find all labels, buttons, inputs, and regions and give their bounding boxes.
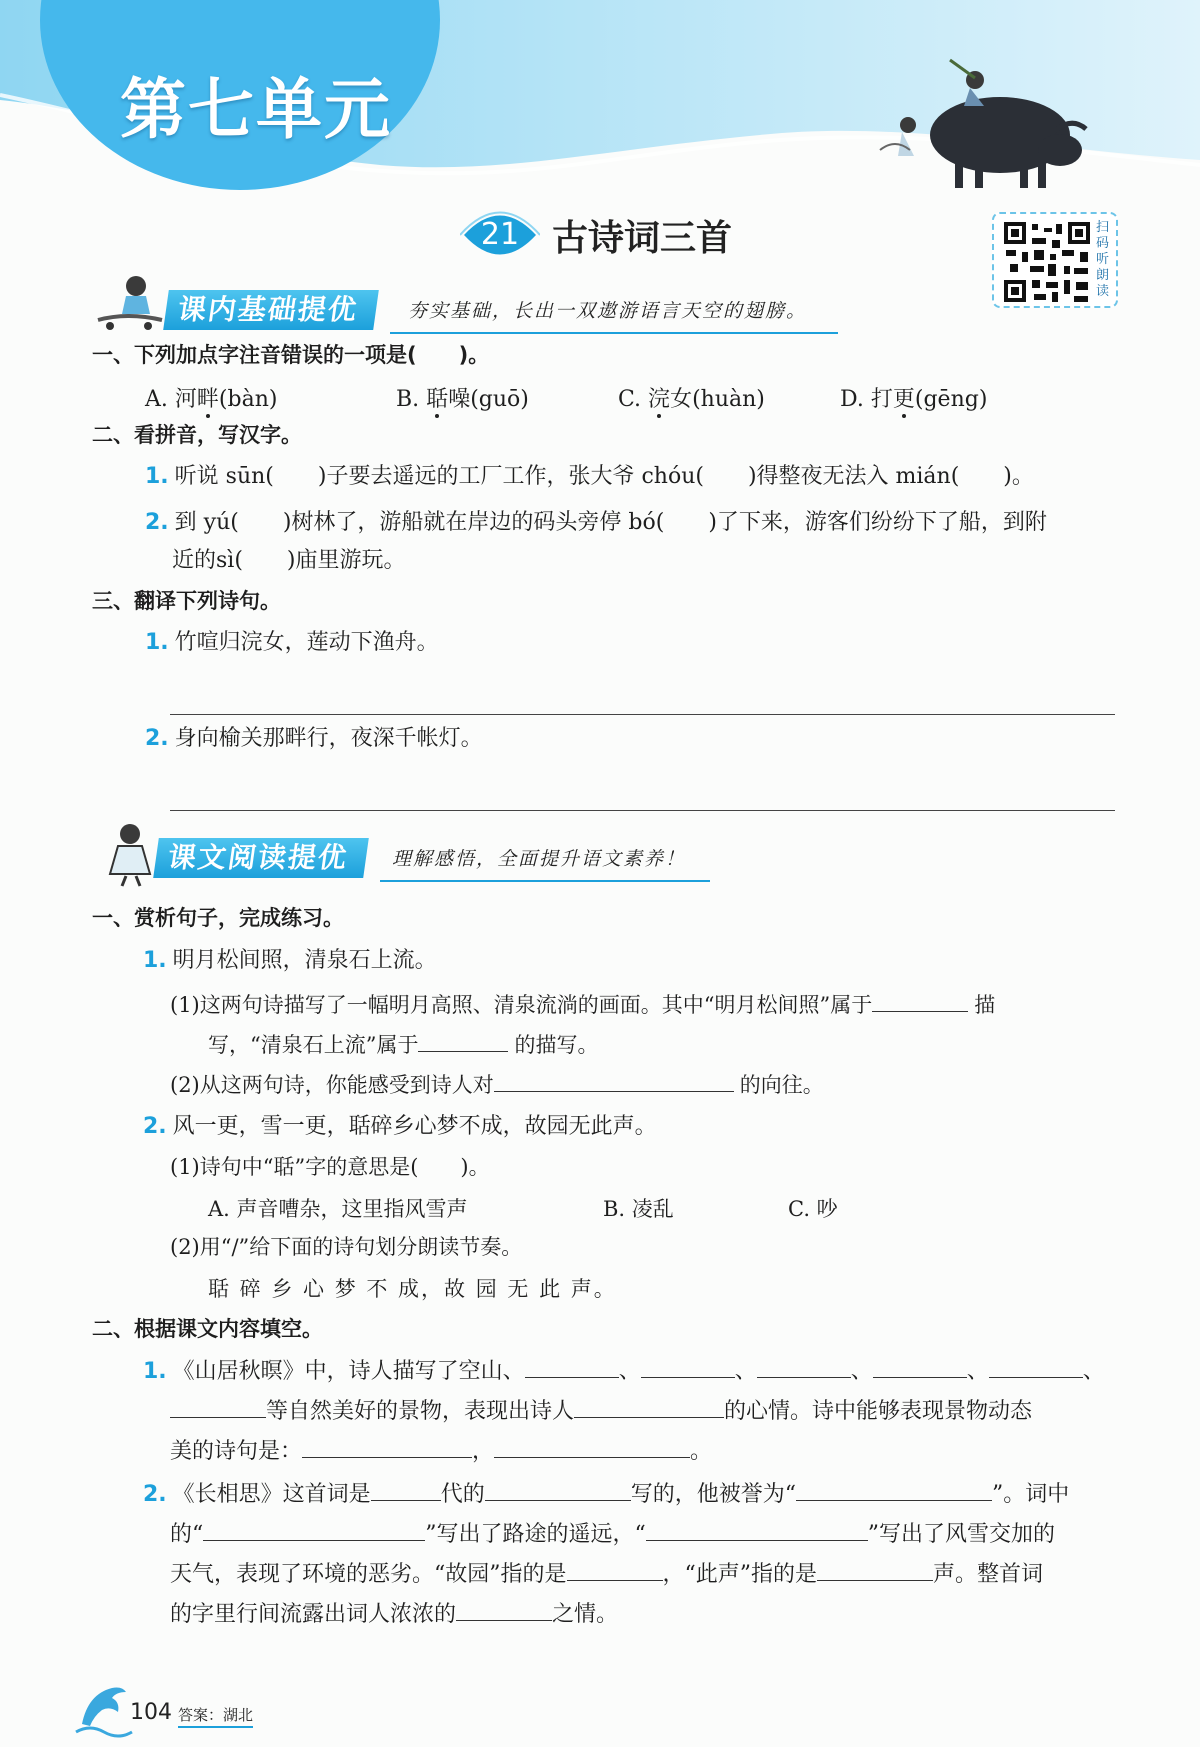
option-c[interactable]: C. 吵 [788,1197,838,1221]
section-title-reading: 课文阅读提优 [153,838,369,878]
dotted-char: 畔 [196,387,219,412]
sub-question: (1)这两句诗描写了一幅明月高照、清泉流淌的画面。其中“明月松间照”属于 描 [170,993,996,1017]
qr-code-icon [1002,220,1092,304]
option-b[interactable]: B. 凌乱 [603,1197,674,1221]
option-d[interactable]: D. 打更(gēng) [840,387,988,412]
fill-blank[interactable] [574,1398,724,1418]
fill-blank[interactable] [371,1481,441,1501]
section-underline [390,332,838,334]
lesson-number: 21 [480,217,520,252]
section-banner-basics [90,290,840,336]
question-item: 2. 风一更，雪一更，聒碎乡心梦不成，故园无此声。 [143,1114,657,1139]
fill-blank[interactable] [567,1561,663,1581]
question-heading: 三、翻译下列诗句。 [92,589,281,613]
buffalo-illustration [860,40,1100,190]
question-item: 1. 明月松间照，清泉石上流。 [143,948,437,973]
question-item-continued: 的字里行间流露出词人浓浓的 之情。 [170,1602,619,1627]
sub-question: (1)诗句中“聒”字的意思是( )。 [170,1155,490,1179]
fill-blank[interactable] [872,992,968,1012]
dotted-char: 更 [892,387,915,412]
dotted-char: 聒 [426,387,449,412]
fill-blank[interactable] [203,1521,425,1541]
section-underline [380,880,710,882]
fill-blank[interactable] [873,1358,967,1378]
fill-blank[interactable] [494,1072,734,1092]
question-item-continued: 天气，表现了环境的恶劣。“故园”指的是 ，“此声”指的是 声。整首词 [170,1562,1044,1587]
question-heading: 二、根据课文内容填空。 [92,1317,323,1341]
section-banner-reading [100,838,720,884]
sub-question: (2)用“/”给下面的诗句划分朗读节奏。 [170,1235,523,1259]
question-item: 1. 《山居秋暝》中，诗人描写了空山、 、 、 、 、 、 [143,1359,1105,1384]
section-subtitle-basics: 夯实基础，长出一双遨游语言天空的翅膀。 [408,300,808,322]
qr-code-box[interactable] [992,212,1118,308]
option-b[interactable]: B. 聒噪(guō) [396,387,529,412]
fill-blank[interactable] [989,1358,1083,1378]
page-number: 104 [130,1700,172,1725]
fill-blank[interactable] [456,1601,552,1621]
fill-blank[interactable] [646,1521,868,1541]
fill-blank[interactable] [641,1358,735,1378]
fill-blank[interactable] [525,1358,619,1378]
sub-question-continued: 写，“清泉石上流”属于 的描写。 [208,1033,599,1057]
lesson-heading [460,206,732,264]
answer-line[interactable] [170,714,1115,715]
answer-line[interactable] [170,810,1115,811]
option-a[interactable]: A. 河畔(bàn) [145,387,278,412]
question-item-continued: 美的诗句是： ， 。 [170,1439,713,1464]
unit-title: 第七单元 [120,71,392,148]
option-a[interactable]: A. 声音嘈杂，这里指风雪声 [208,1197,468,1221]
poem-line[interactable]: 聒 碎 乡 心 梦 不 成，故 园 无 此 声。 [208,1277,617,1301]
fill-blank[interactable] [757,1358,851,1378]
question-item-continued: 近的sì( )庙里游玩。 [172,548,406,573]
skateboard-kid-icon [90,272,170,332]
dotted-char: 浣 [648,387,671,412]
question-item-continued: 等自然美好的景物，表现出诗人 的心情。诗中能够表现景物动态 [170,1397,1032,1427]
page-header [0,0,1200,200]
question-item: 1. 竹喧归浣女，莲动下渔舟。 [145,630,439,655]
question-item: 1. 听说 sūn( )子要去遥远的工厂工作，张大爷 chóu( )得整夜无法入 mián( )。 [145,464,1034,489]
fill-blank[interactable] [796,1481,992,1501]
edition-label: 答案：湖北 [178,1704,253,1728]
option-c[interactable]: C. 浣女(huàn) [618,387,765,412]
qr-label: 扫码听朗读 [1096,220,1110,299]
question-heading: 一、下列加点字注音错误的一项是( )。 [92,343,490,367]
fill-blank[interactable] [817,1561,933,1581]
section-title-basics: 课内基础提优 [163,290,379,330]
question-heading: 二、看拼音，写汉字。 [92,423,302,447]
page-footer [74,1680,254,1740]
question-heading: 一、赏析句子，完成练习。 [92,906,344,930]
fill-blank[interactable] [485,1481,631,1501]
question-item: 2. 身向榆关那畔行，夜深千帐灯。 [145,726,483,751]
fill-blank[interactable] [494,1438,690,1458]
fill-blank[interactable] [170,1398,266,1418]
question-item: 2. 到 yú( )树林了，游船就在岸边的码头旁停 bó( )了下来，游客们纷纷下了船，到附 [145,510,1047,535]
fill-blank[interactable] [418,1032,508,1052]
sub-question: (2)从这两句诗，你能感受到诗人对 的向往。 [170,1073,824,1097]
dolphin-icon [74,1680,134,1740]
question-item-continued: 的“ ”写出了路途的遥远，“ ”写出了风雪交加的 [170,1522,1055,1547]
section-subtitle-reading: 理解感悟，全面提升语文素养！ [392,848,687,870]
fill-blank[interactable] [302,1438,472,1458]
question-item: 2. 《长相思》这首词是 代的 写的，他被誉为“ ”。词中 [143,1482,1070,1507]
lesson-title: 古诗词三首 [552,217,733,259]
lesson-number-badge [460,206,540,264]
